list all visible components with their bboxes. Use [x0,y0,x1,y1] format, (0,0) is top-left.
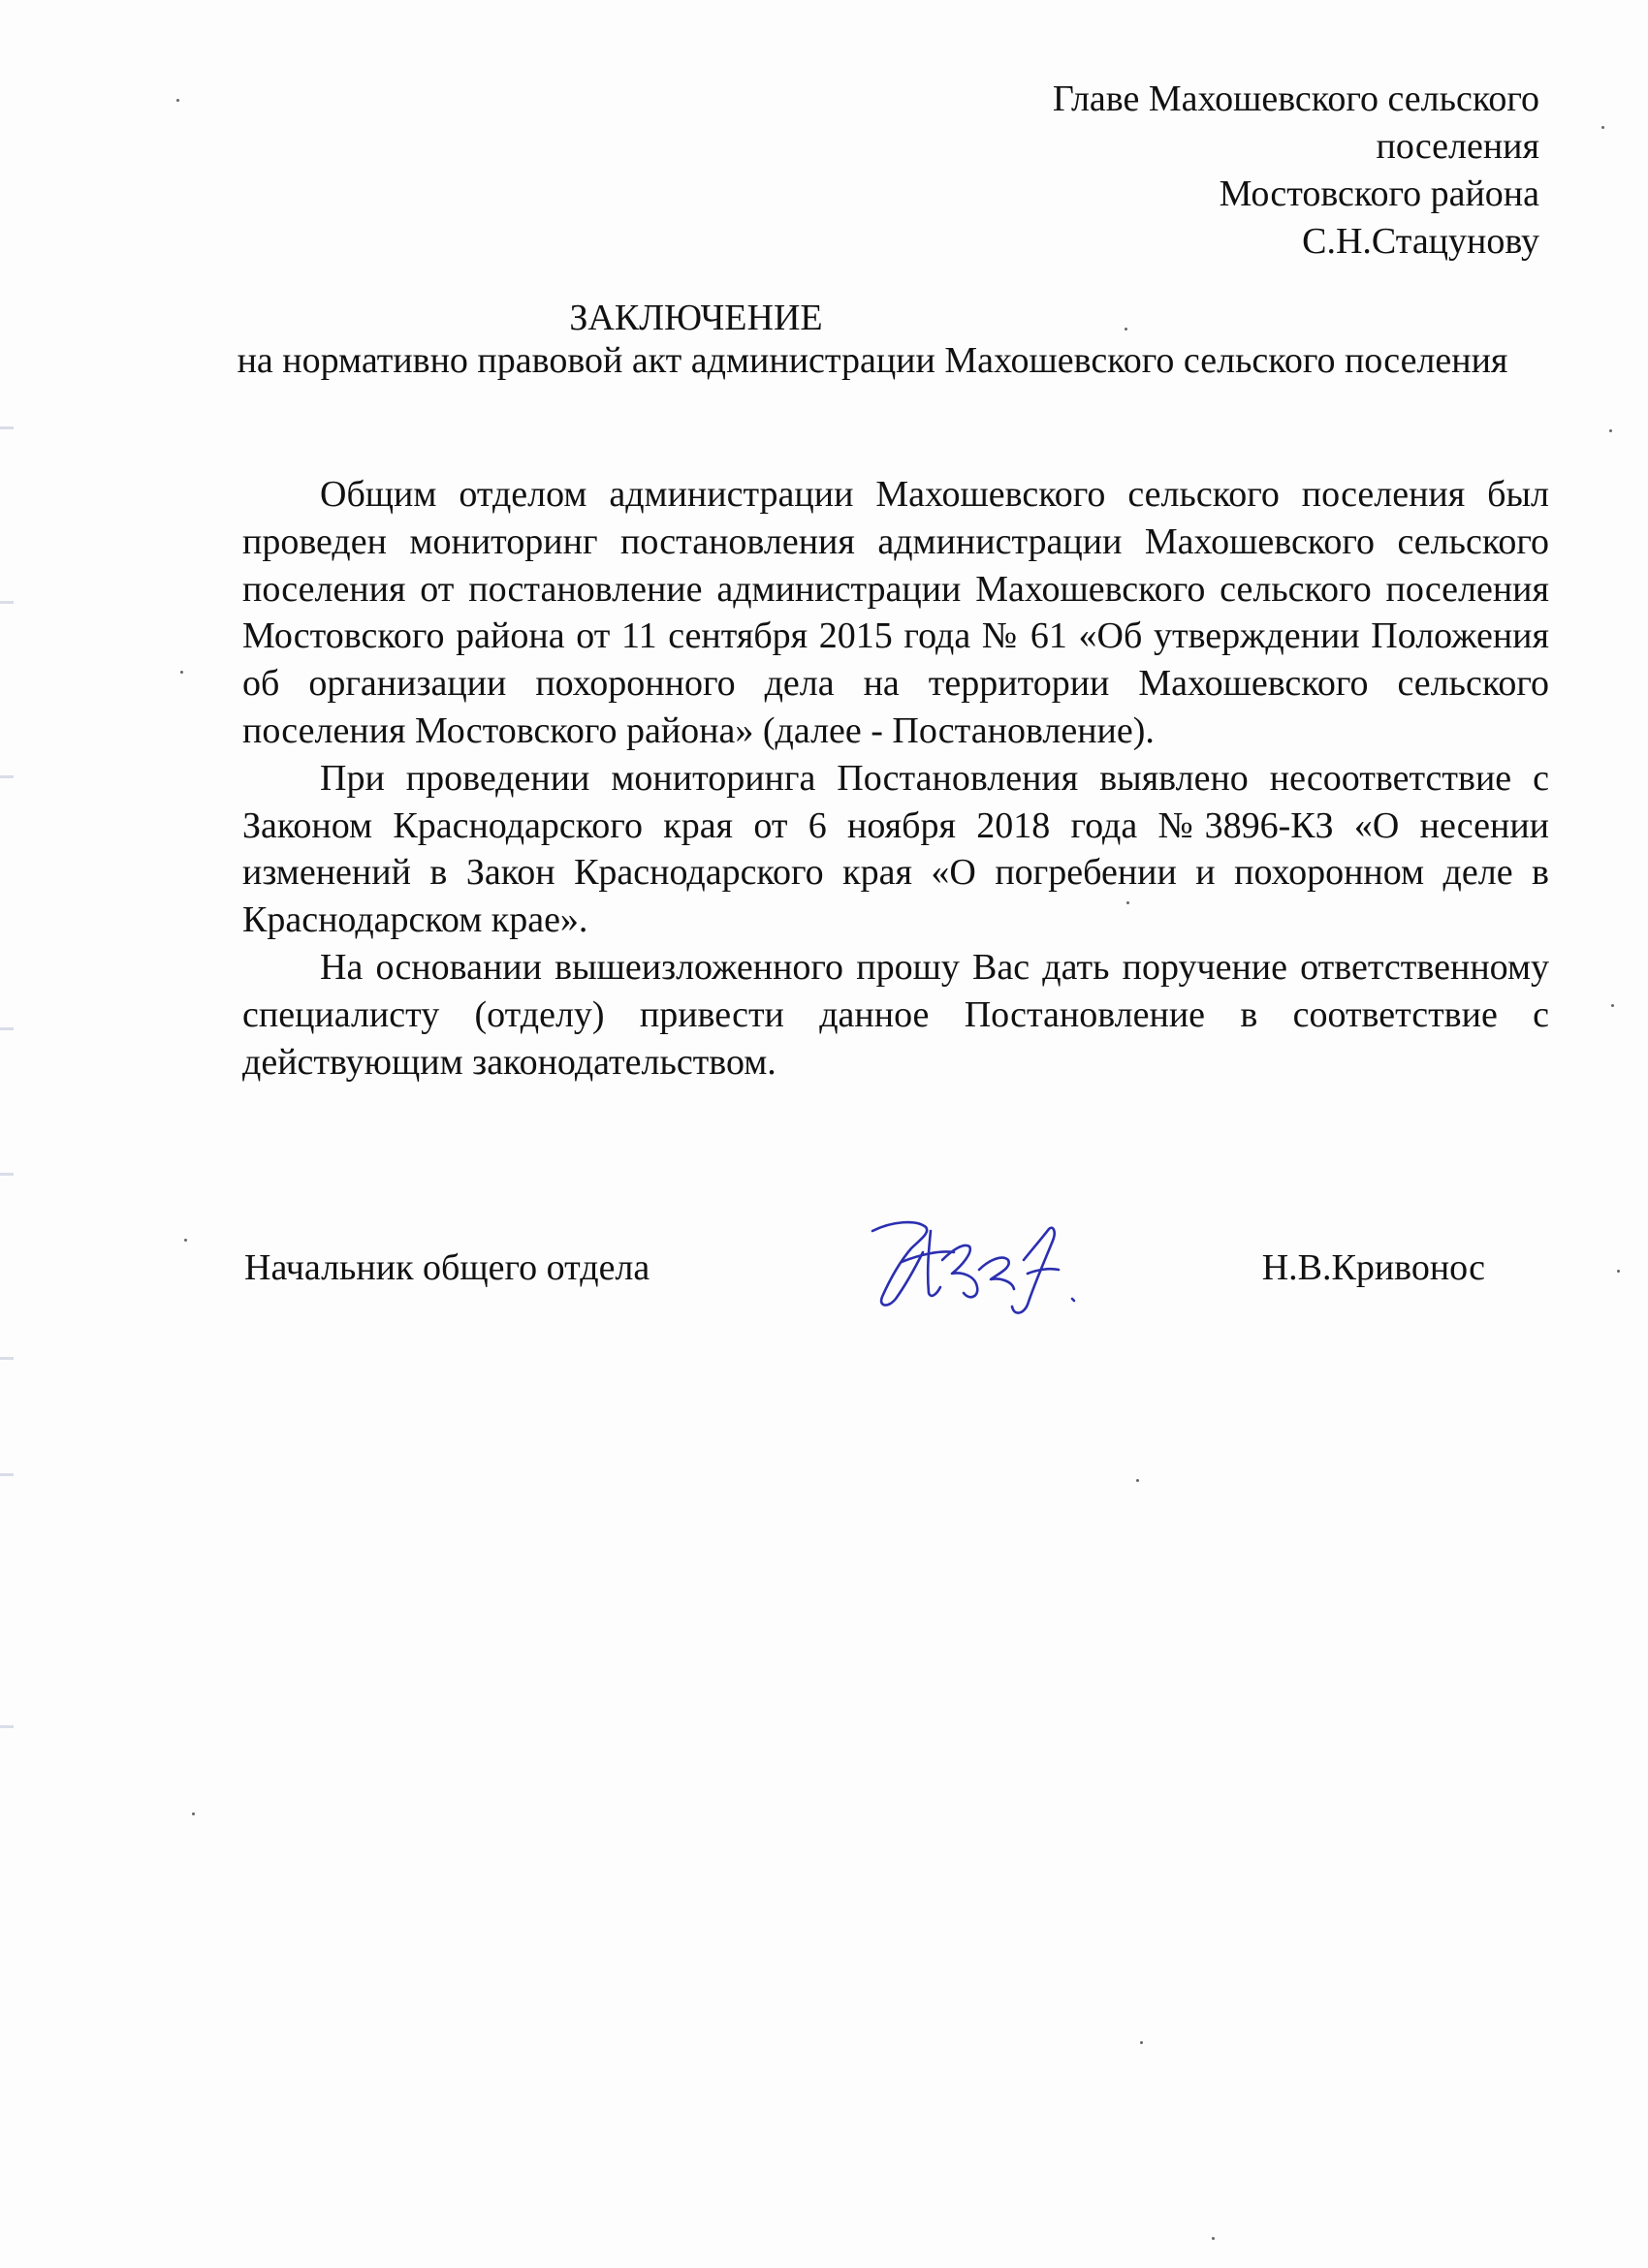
signer-position: Начальник общего отдела [244,1247,650,1288]
document-title: ЗАКЛЮЧЕНИЕ [569,298,823,338]
scan-speck [1609,429,1612,432]
scan-speck [184,1239,187,1242]
scan-speck [1611,1004,1614,1007]
scan-mark [0,1357,14,1360]
scan-mark [0,601,14,604]
handwritten-signature [834,1192,1105,1328]
addressee-block [861,76,1539,266]
scan-speck [1136,1479,1139,1482]
scan-speck [1617,1270,1620,1273]
scan-mark [0,775,14,778]
addressee-line: поселения [1376,126,1539,167]
document-body [242,471,1549,1086]
scan-speck [1212,2237,1215,2240]
scan-mark [0,1027,14,1030]
scan-mark [0,1725,14,1728]
scan-mark [0,1173,14,1176]
addressee-line: Мостовского района [1219,173,1539,214]
addressee-line: С.Н.Стацунову [1302,221,1539,262]
scan-mark [0,426,14,429]
addressee-line: Главе Махошевского сельского [1052,79,1539,119]
scan-mark [0,1473,14,1476]
scan-speck [180,671,183,674]
scan-speck [1140,2041,1143,2044]
signer-name: Н.В.Кривонос [1261,1247,1485,1288]
document-subtitle: на нормативно правовой акт администрации Махошевского сельского поселения [237,340,1508,381]
scan-speck [1601,126,1604,129]
scan-speck [192,1812,195,1815]
scan-speck [176,99,179,102]
body-paragraph: На основании вышеизложенного прошу Вас дать поручение ответственному специалисту (отделу) привести данное Постановление в соответствие с действующим законодательством. [242,946,1549,1083]
body-paragraph: Общим отделом администрации Махошевского сельского поселения был проведен мониторинг постановления администрации Махошевского сельского поселения от постановление администрации Махошевского сельского поселения Мостовского района от 11 сентября 2015 года № 61 «Об утверждении Положения об организации похоронного дела на территории Махошевского сельского поселения Мостовского района» (далее - Постановление). [242,474,1549,751]
body-paragraph: При проведении мониторинга Постановления выявлено несоответствие с Законом Краснодарского края от 6 ноября 2018 года №3896-КЗ «О несении изменений в Закон Краснодарского края «О погребении и похоронном деле в Краснодарском крае». [242,757,1549,941]
